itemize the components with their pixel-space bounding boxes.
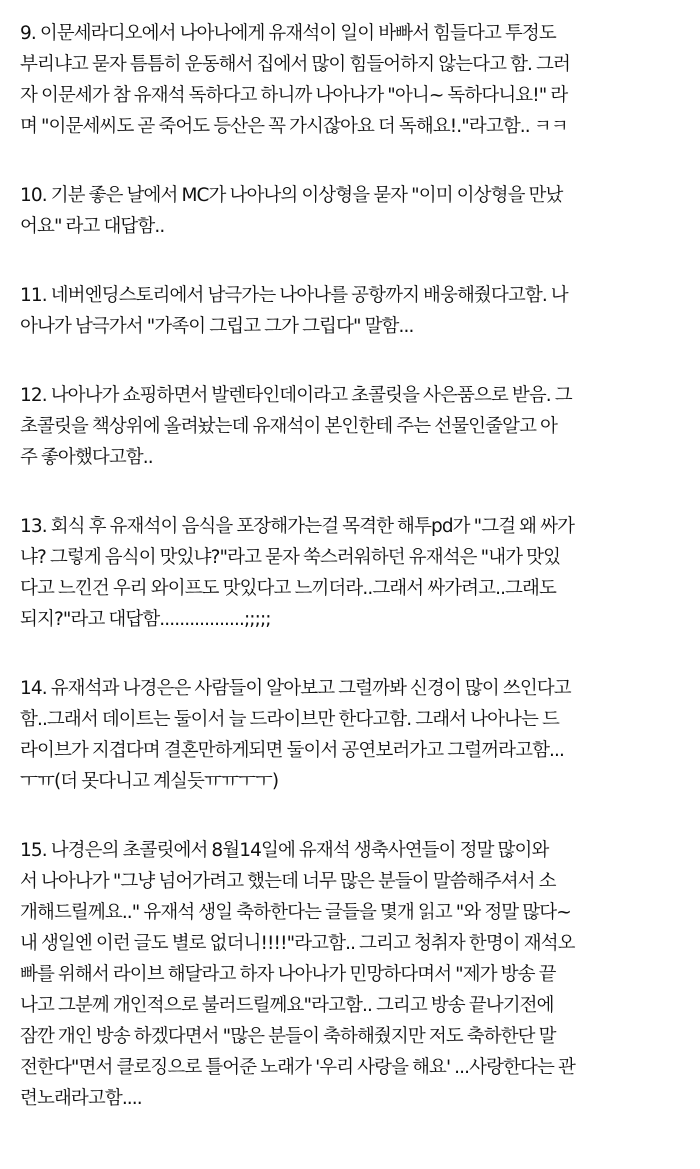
text-line: 내 생일엔 이런 글도 별로 없더니!!!!"라고함.. 그리고 청취자 한명이 재석오 xyxy=(20,933,575,954)
text-line: 전한다"면서 클로징으로 틀어준 노래가 '우리 사랑을 해요' ...사랑한다는 관 xyxy=(20,1057,575,1078)
text-line: 잠깐 개인 방송 하겠다면서 "많은 분들이 축하해줬지만 저도 축하한단 말 xyxy=(20,1026,556,1047)
text-line: 13. 회식 후 유재석이 음식을 포장해가는걸 목격한 해투pd가 "그걸 왜 싸가 xyxy=(20,516,575,537)
text-line: 다고 느낀건 우리 와이프도 맛있다고 느끼더라..그래서 싸가려고..그래도 xyxy=(20,578,556,599)
text-line: 며 "이문세씨도 곧 죽어도 등산은 꼭 가시잖아요 더 독해요!."라고함.. ㅋㅋ xyxy=(20,116,568,137)
text-line: 라이브가 지겹다며 결혼만하게되면 둘이서 공연보러가고 그럴꺼라고함... xyxy=(20,740,564,761)
paragraph-item-13 xyxy=(20,511,684,635)
text-line: 련노래라고함.... xyxy=(20,1088,142,1109)
text-line: 9. 이문세라디오에서 나아나에게 유재석이 일이 바빠서 힘들다고 투정도 xyxy=(20,23,556,44)
text-line: ㅜㅠ(더 못다니고 계실듯ㅠㅠㅜㅜ) xyxy=(20,771,279,792)
text-line: 개해드릴께요.." 유재석 생일 축하한다는 글들을 몇개 읽고 "와 정말 많다~ xyxy=(20,902,571,923)
text-line: 12. 나아나가 쇼핑하면서 발렌타인데이라고 초콜릿을 사은품으로 받음. 그 xyxy=(20,385,572,406)
text-line: 냐? 그렇게 음식이 맛있냐?"라고 묻자 쑥스러워하던 유재석은 "내가 맛있 xyxy=(20,547,561,568)
paragraph-item-10 xyxy=(20,180,684,242)
text-line: 14. 유재석과 나경은은 사람들이 알아보고 그럴까봐 신경이 많이 쓰인다고 xyxy=(20,678,571,699)
text-line: 아나가 남극가서 "가족이 그립고 그가 그립다" 말함... xyxy=(20,316,414,337)
text-line: 함..그래서 데이트는 둘이서 늘 드라이브만 한다고함. 그래서 나아나는 드 xyxy=(20,709,559,730)
text-line: 서 나아나가 "그냥 넘어가려고 했는데 너무 많은 분들이 말씀해주셔서 소 xyxy=(20,871,556,892)
text-line: 되지?"라고 대답함.................;;;;; xyxy=(20,609,271,630)
text-line: 10. 기분 좋은 날에서 MC가 나아나의 이상형을 묻자 "이미 이상형을 만났 xyxy=(20,185,563,206)
text-line: 어요" 라고 대답함.. xyxy=(20,216,165,237)
text-line: 11. 네버엔딩스토리에서 남극가는 나아나를 공항까지 배웅해줬다고함. 나 xyxy=(20,285,568,306)
paragraph-item-12 xyxy=(20,380,684,473)
paragraph-item-11 xyxy=(20,280,684,342)
text-line: 빠를 위해서 라이브 해달라고 하자 나아나가 민망하다며서 "제가 방송 끝 xyxy=(20,964,556,985)
paragraph-item-14 xyxy=(20,673,684,797)
article-body xyxy=(20,18,684,1152)
text-line: 부리냐고 묻자 틈틈히 운동해서 집에서 많이 힘들어하지 않는다고 함. 그러 xyxy=(20,54,570,75)
text-line: 자 이문세가 참 유재석 독하다고 하니까 나아나가 "아니~ 독하다니요!" 라 xyxy=(20,85,568,106)
paragraph-item-9 xyxy=(20,18,684,142)
text-line: 15. 나경은의 초콜릿에서 8월14일에 유재석 생축사연들이 정말 많이와 xyxy=(20,840,549,861)
text-line: 초콜릿을 책상위에 올려놨는데 유재석이 본인한테 주는 선물인줄알고 아 xyxy=(20,416,557,437)
paragraph-item-15 xyxy=(20,835,684,1114)
text-line: 주 좋아했다고함.. xyxy=(20,447,153,468)
text-line: 나고 그분께 개인적으로 불러드릴께요"라고함.. 그리고 방송 끝나기전에 xyxy=(20,995,554,1016)
